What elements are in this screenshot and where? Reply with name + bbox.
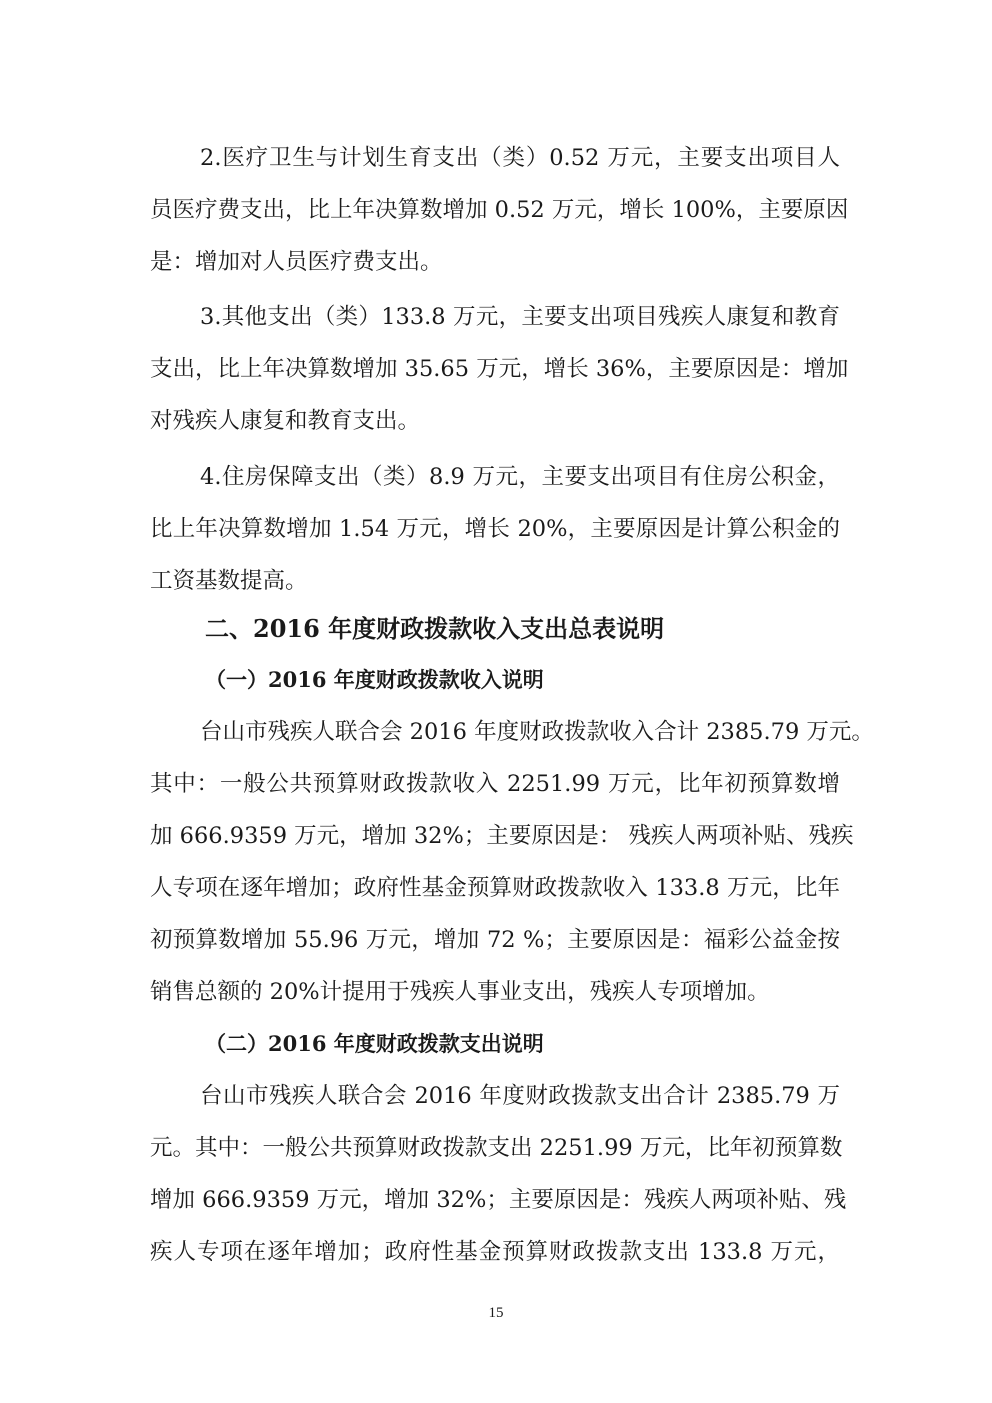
subsection-title-income: （一）2016 年度财政拨款收入说明 [205, 667, 544, 692]
body-line: 台山市残疾人联合会 2016 年度财政拨款收入合计 2385.79 万元。 [200, 719, 874, 745]
body-line: 台山市残疾人联合会 2016 年度财政拨款支出合计 2385.79 万 [200, 1083, 840, 1109]
body-line: 初预算数增加 55.96 万元，增加 72 %；主要原因是：福彩公益金按 [150, 927, 840, 953]
body-line: 是：增加对人员医疗费支出。 [150, 249, 443, 275]
body-line: 人专项在逐年增加；政府性基金预算财政拨款收入 133.8 万元，比年 [150, 875, 840, 901]
body-line: 其中：一般公共预算财政拨款收入 2251.99 万元，比年初预算数增 [150, 771, 840, 797]
body-line: 3.其他支出（类）133.8 万元，主要支出项目残疾人康复和教育 [200, 304, 840, 330]
body-line: 加 666.9359 万元，增加 32%；主要原因是： 残疾人两项补贴、残疾 [150, 823, 854, 849]
body-line: 比上年决算数增加 1.54 万元，增长 20%，主要原因是计算公积金的 [150, 516, 840, 542]
body-line: 增加 666.9359 万元，增加 32%；主要原因是：残疾人两项补贴、残 [150, 1187, 847, 1213]
body-line: 元。其中：一般公共预算财政拨款支出 2251.99 万元，比年初预算数 [150, 1135, 843, 1161]
body-line: 销售总额的 20%计提用于残疾人事业支出，残疾人专项增加。 [150, 979, 770, 1005]
body-line: 员医疗费支出，比上年决算数增加 0.52 万元，增长 100%，主要原因 [150, 197, 849, 223]
body-line: 对残疾人康复和教育支出。 [150, 408, 421, 434]
body-line: 支出，比上年决算数增加 35.65 万元，增长 36%，主要原因是：增加 [150, 356, 849, 382]
body-line: 2.医疗卫生与计划生育支出（类）0.52 万元，主要支出项目人 [200, 145, 840, 171]
body-line: 4.住房保障支出（类）8.9 万元，主要支出项目有住房公积金， [200, 464, 840, 490]
section-title: 二、2016 年度财政拨款收入支出总表说明 [205, 614, 665, 643]
page-number: 15 [488, 1305, 504, 1321]
body-line: 工资基数提高。 [150, 568, 308, 594]
body-line: 疾人专项在逐年增加；政府性基金预算财政拨款支出 133.8 万元， [150, 1239, 840, 1265]
subsection-title-expenditure: （二）2016 年度财政拨款支出说明 [205, 1031, 544, 1056]
